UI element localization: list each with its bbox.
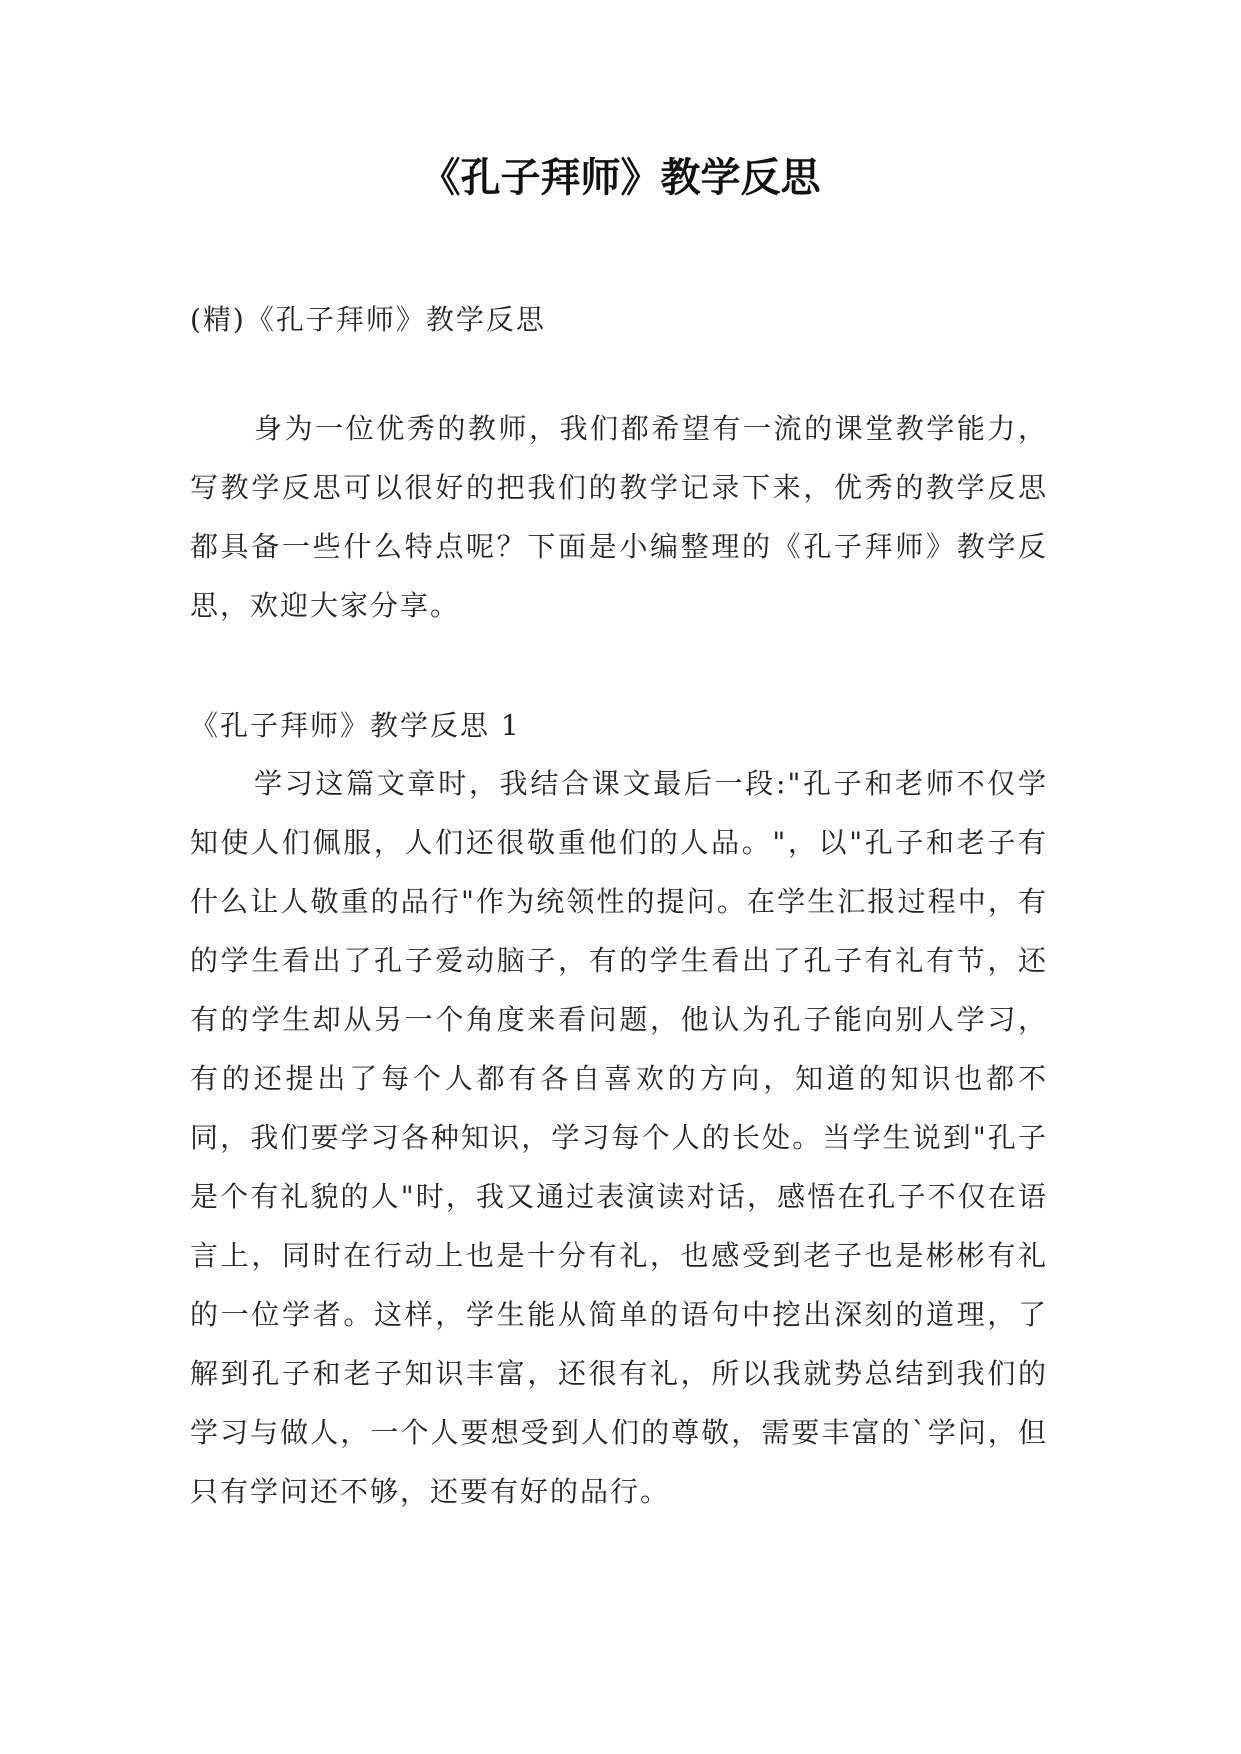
document-subtitle: (精)《孔子拜师》教学反思 bbox=[190, 303, 546, 336]
section-paragraph: 学习这篇文章时，我结合课文最后一段:"孔子和老师不仅学知使人们佩服，人们还很敬重他们的人品。"，以"孔子和老子有什么让人敬重的品行"作为统领性的提问。在学生汇报过程中，有的学生看出了孔子爱动脑子，有的学生看出了孔子有礼有节，还有的学生却从另一个角度来看问题，他认为孔子能向别人学习，有的还提出了每个人都有各自喜欢的方向，知道的知识也都不同，我们要学习各种知识，学习每个人的长处。当学生说到"孔子是个有礼貌的人"时，我又通过表演读对话，感悟在孔子不仅在语言上，同时在行动上也是十分有礼，也感受到老子也是彬彬有礼的一位学者。这样，学生能从简单的语句中挖出深刻的道理，了解到孔子和老子知识丰富，还很有礼，所以我就势总结到我们的学习与做人，一个人要想受到人们的尊敬，需要丰富的`学问，但只有学问还不够，还要有好的品行。 bbox=[190, 767, 1048, 1508]
document-title: 《孔子拜师》教学反思 bbox=[420, 155, 821, 201]
intro-paragraph: 身为一位优秀的教师，我们都希望有一流的课堂教学能力，写教学反思可以很好的把我们的教学记录下来，优秀的教学反思都具备一些什么特点呢？下面是小编整理的《孔子拜师》教学反思，欢迎大家分享。 bbox=[190, 412, 1048, 622]
section-heading: 《孔子拜师》教学反思 1 bbox=[190, 709, 521, 742]
